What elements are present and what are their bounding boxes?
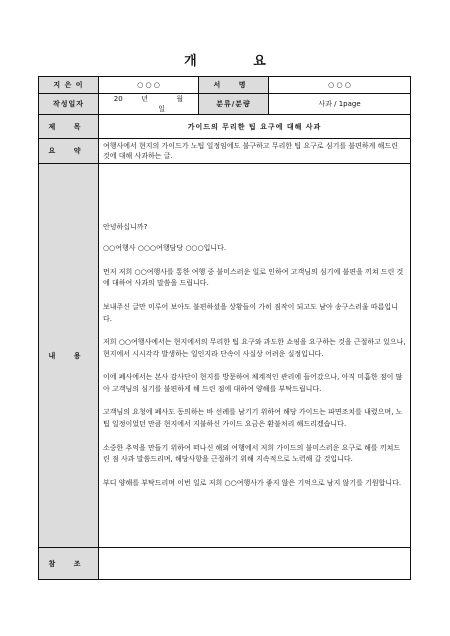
overview-table <box>38 76 411 580</box>
reference-label: 참 조 <box>39 548 99 580</box>
content-paragraph: 보내주신 글만 미루어 보아도 불편하셨을 상황들이 가히 짐작이 되고도 남아 송구스러울 따름입니다. <box>103 302 398 323</box>
category-label: 분류/분량 <box>199 94 269 115</box>
category-value: 사과 / 1page <box>269 94 411 115</box>
subject-value: 가이드의 무리한 팁 요구에 대해 사과 <box>99 115 411 139</box>
content-body <box>99 164 411 548</box>
summary-row <box>39 139 411 164</box>
content-paragraph: 부디 양해를 부탁드리며 이번 일로 저희 ○○여행사가 좋지 않은 기억으로 남지 않기를 기원합니다. <box>103 478 402 487</box>
content-paragraph: 저희 ○○여행사에서는 현지에서의 무리한 팁 요구와 과도한 쇼핑을 요구하는 것을 근절하고 있으나, 현지에서 시시각각 발생하는 일인지라 단속이 사실상 어려운 실정입니다. <box>103 338 406 358</box>
content-paragraph: ○○여행사 ○○○여행담당 ○○○입니다. <box>103 244 227 253</box>
content-row <box>39 164 411 548</box>
date-label: 작성일자 <box>39 94 99 115</box>
summary-value: 여행사에서 현지의 가이드가 노팁 일정임에도 불구하고 무리한 팁 요구로 심기를 불편하게 해드린 것에 대해 사과하는 글. <box>99 139 411 164</box>
date-month-unit: 월 <box>176 95 184 103</box>
author-value: ○ ○ ○ <box>99 77 199 94</box>
date-year: 20 <box>113 95 123 103</box>
content-paragraph: 안녕하십니까? <box>103 222 148 231</box>
reference-value <box>99 548 411 580</box>
content-label: 내 용 <box>39 164 99 548</box>
content-paragraph: 이에 폐사에서는 본사 감사단이 현지를 방문하여 체계적인 관리에 들어갔으나, 아직 미흡한 점이 많아 고객님의 심기를 불편하게 해 드린 점에 대하여 양해를 부탁드립니다. <box>103 373 403 393</box>
reference-row <box>39 548 411 580</box>
author-label: 지 은 이 <box>39 77 99 94</box>
date-value <box>99 94 199 115</box>
subject-row <box>39 115 411 139</box>
date-day-unit: 일 <box>158 105 165 113</box>
signature-label: 서 명 <box>199 77 269 94</box>
date-row <box>39 94 411 115</box>
subject-label: 제 목 <box>39 115 99 139</box>
content-paragraph: 소중한 추억을 만들기 위하여 떠나신 해외 여행에서 저희 가이드의 불미스러운 요구로 해를 끼쳐드린 점 사과 말씀드리며, 해당사항을 근절하기 위해 지속적으로 노력해 갈 것입니다. <box>103 443 401 464</box>
document-title: 개 요 <box>184 54 292 69</box>
author-row <box>39 77 411 94</box>
content-paragraph: 고객님의 요청에 폐사도 동의하는 바 선례를 남기기 위하여 해당 가이드는 파면조치를 내렸으며, 노팁 일정이었던 만큼 현지에서 지불하신 가이드 요금은 환불처리 해드리겠습니다. <box>103 408 403 429</box>
content-paragraph: 먼저 저희 ○○여행사를 통한 여행 중 불미스러운 일로 인하여 고객님의 심기에 불편을 끼쳐 드린 것에 대하여 사과의 말씀을 드립니다. <box>103 267 404 288</box>
summary-label: 요 약 <box>39 139 99 164</box>
date-year-unit: 년 <box>141 95 148 103</box>
signature-value: ○ ○ ○ <box>269 77 411 94</box>
